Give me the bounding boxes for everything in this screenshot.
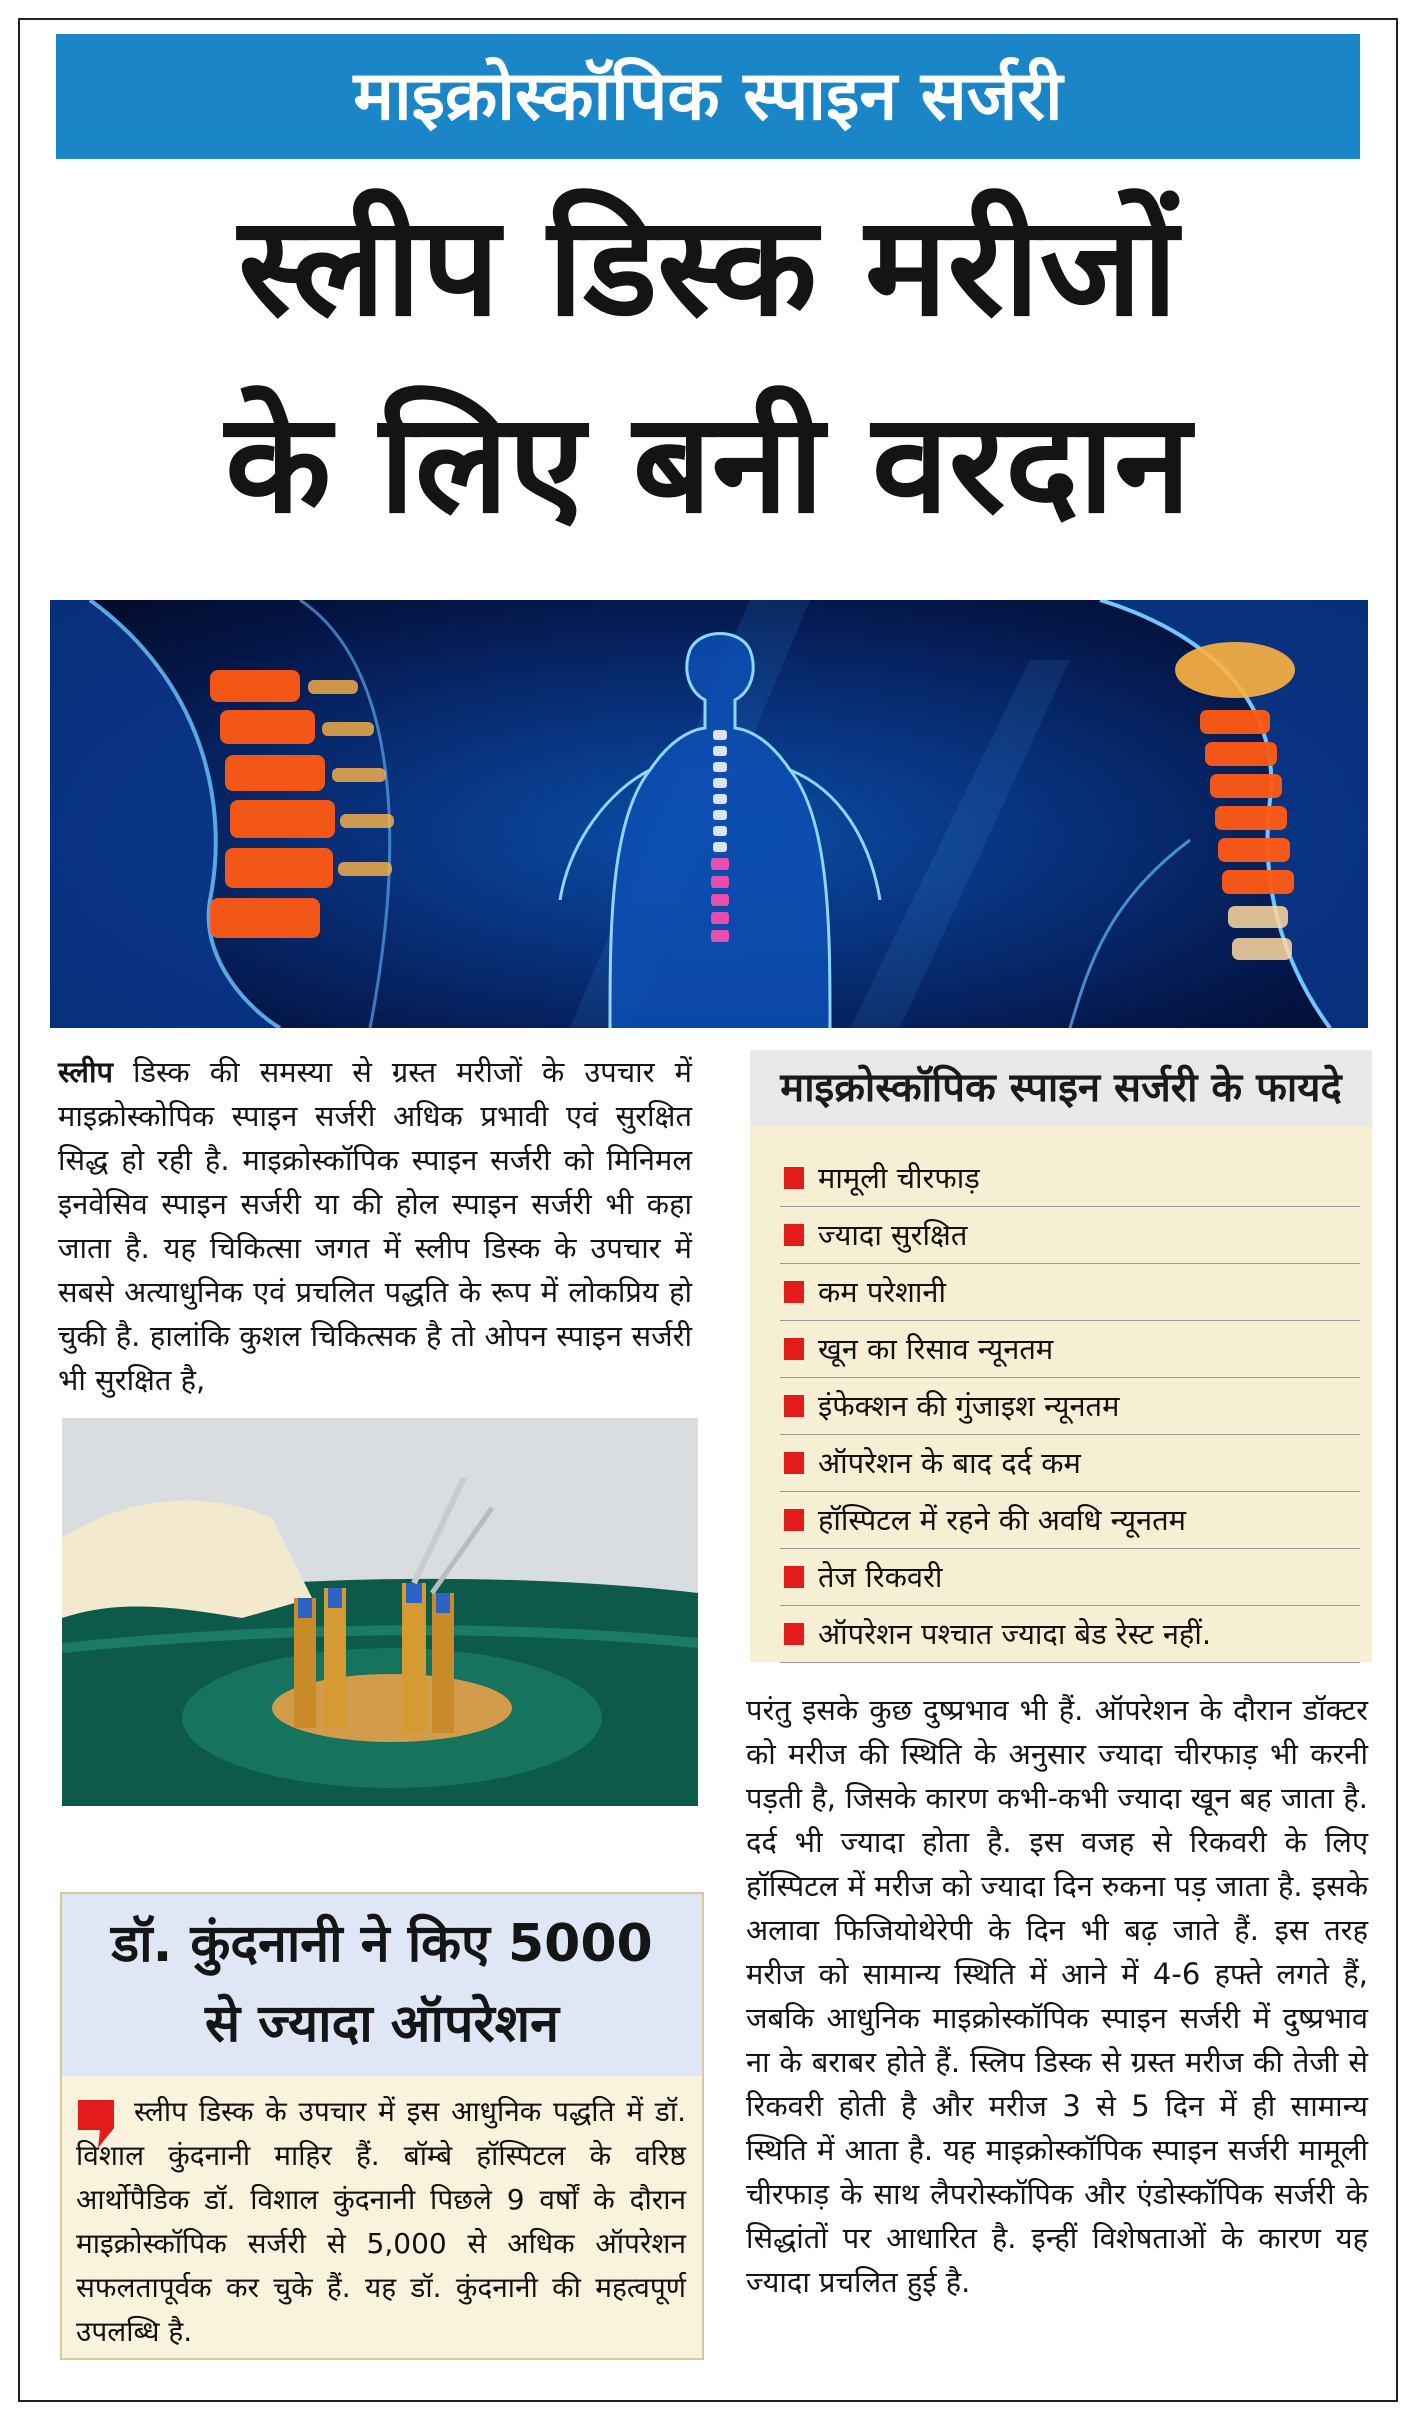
- intro-text: डिस्क की समस्या से ग्रस्त मरीजों के उपचार में माइक्रोस्कोपिक स्पाइन सर्जरी अधिक प्रभावी एवं सुरक्षित सिद्ध हो रही है. माइक्रोस्कॉपिक स्पाइन सर्जरी को मिनिमल इनवेसिव स्पाइन सर्जरी या की होल स्पाइन सर्जरी भी कहा जाता है. यह चिकित्सा जगत में स्लीप डिस्क के उपचार में सबसे अत्याधुनिक एवं प्रचलित पद्धति के रूप में लोकप्रिय हो चुकी है. हालांकि कुशल चिकित्सक है तो ओपन स्पाइन सर्जरी भी सुरक्षित है,: [58, 1055, 692, 1397]
- kicker-banner: माइक्रोस्कॉपिक स्पाइन सर्जरी: [56, 34, 1360, 159]
- benefit-item: [780, 1549, 1360, 1606]
- doctor-box-title: [62, 1894, 702, 2076]
- doctor-box-title-line-1: डॉ. कुंदनानी ने किए 5000: [111, 1914, 653, 1974]
- benefits-box: [750, 1050, 1372, 1662]
- benefit-item-text: ज्यादा सुरक्षित: [818, 1218, 968, 1252]
- bullet-square-icon: [784, 1281, 804, 1303]
- bullet-square-icon: [784, 1338, 804, 1360]
- surgery-instruments-icon: [62, 1418, 698, 1806]
- bullet-square-icon: [784, 1623, 804, 1645]
- headline-line-1: स्लीप डिस्क मरीजों: [238, 186, 1178, 347]
- benefits-title: माइक्रोस्कॉपिक स्पाइन सर्जरी के फायदे: [750, 1050, 1372, 1126]
- benefits-list: [780, 1150, 1360, 1663]
- doctor-box-text: [76, 2090, 686, 2354]
- bullet-square-icon: [784, 1224, 804, 1246]
- benefit-item-text: तेज रिकवरी: [818, 1560, 943, 1594]
- benefit-item-text: कम परेशानी: [818, 1275, 947, 1309]
- bullet-square-icon: [784, 1509, 804, 1531]
- hero-spine-image: [50, 600, 1368, 1028]
- intro-lead-word: स्लीप: [58, 1055, 113, 1089]
- benefit-item: [780, 1606, 1360, 1663]
- spine-illustration-icon: [50, 600, 1368, 1028]
- bullet-square-icon: [784, 1566, 804, 1588]
- benefit-item: [780, 1435, 1360, 1492]
- benefit-item-text: हॉस्पिटल में रहने की अवधि न्यूनतम: [818, 1503, 1186, 1537]
- bullet-square-icon: [784, 1395, 804, 1417]
- intro-paragraph: [58, 1050, 692, 1402]
- benefit-item-text: ऑपरेशन पश्चात ज्यादा बेड रेस्ट नहीं.: [818, 1617, 1212, 1651]
- right-column-paragraph: परंतु इसके कुछ दुष्प्रभाव भी हैं. ऑपरेशन के दौरान डॉक्टर को मरीज की स्थिति के अनुसार ज्यादा चीरफाड़ भी करनी पड़ती है, जिसके कारण कभी-कभी ज्यादा खून बह जाता है. दर्द भी ज्यादा होता है. इस वजह से रिकवरी के लिए हॉस्पिटल में मरीज को ज्यादा दिन रुकना पड़ जाता है. इसके अलावा फिजियोथेरेपी के दिन भी बढ़ जाते हैं. इस तरह मरीज को सामान्य स्थिति में आने में 4-6 हफ्ते लगते हैं, जबकि आधुनिक माइक्रोस्कॉपिक स्पाइन सर्जरी में दुष्प्रभाव ना के बराबर होते हैं. स्लिप डिस्क से ग्रस्त मरीज की तेजी से रिकवरी होती है और मरीज 3 से 5 दिन में ही सामान्य स्थिति में आता है. यह माइक्रोस्कॉपिक स्पाइन सर्जरी मामूली चीरफाड़ के साथ लैपरोस्कॉपिक और एंडोस्कॉपिक सर्जरी के सिद्धांतों पर आधारित है. इन्हीं विशेषताओं के कारण यह ज्यादा प्रचलित हुई है.: [746, 1693, 1368, 2299]
- newspaper-page: [18, 18, 1398, 2402]
- benefit-item-text: ऑपरेशन के बाद दर्द कम: [818, 1446, 1081, 1480]
- doctor-box-text-body: स्लीप डिस्क के उपचार में इस आधुनिक पद्धति में डॉ. विशाल कुंदनानी माहिर हैं. बॉम्बे हॉस्पिटल के वरिष्ठ आर्थोपैडिक डॉ. विशाल कुंदनानी पिछले 9 वर्षों के दौरान माइक्रोस्कॉपिक सर्जरी से 5,000 से अधिक ऑपरेशन सफलतापूर्वक कर चुके हैं. यह डॉ. कुंदनानी की महत्वपूर्ण उपलब्धि है.: [76, 2095, 686, 2348]
- benefit-item-text: इंफेक्शन की गुंजाइश न्यूनतम: [818, 1389, 1120, 1423]
- bullet-square-icon: [784, 1167, 804, 1189]
- benefit-item: [780, 1207, 1360, 1264]
- benefit-item: [780, 1264, 1360, 1321]
- bullet-square-icon: [784, 1452, 804, 1474]
- headline-line-2: के लिए बनी वरदान: [225, 383, 1191, 544]
- benefit-item-text: मामूली चीरफाड़: [818, 1161, 980, 1195]
- doctor-box: [60, 1892, 704, 2360]
- benefit-item: [780, 1378, 1360, 1435]
- benefit-item: [780, 1321, 1360, 1378]
- benefit-item: [780, 1492, 1360, 1549]
- doctor-box-title-line-2: से ज्यादा ऑपरेशन: [204, 1994, 560, 2054]
- surgery-photo: [62, 1418, 698, 1806]
- benefit-item: [780, 1150, 1360, 1207]
- benefit-item-text: खून का रिसाव न्यूनतम: [818, 1332, 1054, 1366]
